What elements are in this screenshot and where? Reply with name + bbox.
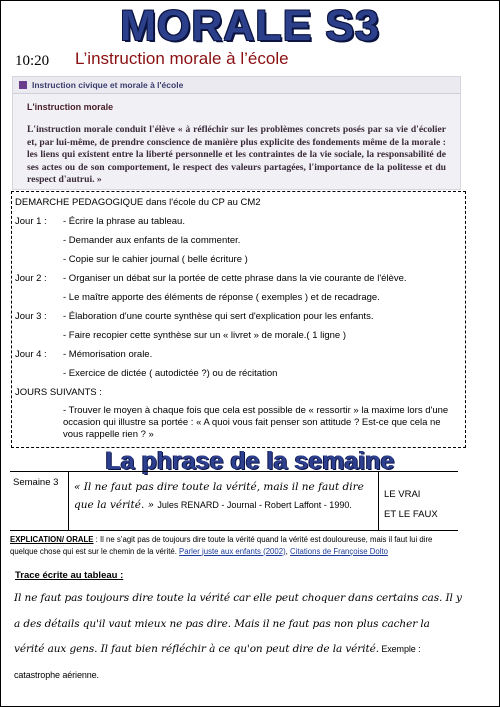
theme-line-2: ET LE FAUX <box>384 509 438 520</box>
link-parler-juste[interactable]: Parler juste aux enfants (2002) <box>179 546 286 556</box>
phrase-of-week-title: La phrase de la semaine <box>105 447 395 475</box>
list-item: - Mémorisation orale. <box>63 349 153 360</box>
section-square-icon <box>19 81 27 89</box>
trace-text <box>14 586 462 688</box>
card-heading: L'instruction morale <box>27 102 114 112</box>
handwritten-trace: Il ne faut pas toujours dire toute la vérité car elle peut choquer dans certains cas. Il y a des détails qu'il vaut mieux ne pas dire. Mais il ne faut pas non plus cacher la vérité aux gens. Il faut bien réfléchir à ce qu'on peut dire de la vérité. <box>14 592 462 655</box>
link-separator: , <box>285 546 291 556</box>
maxim: « Il ne faut pas dire toute la vérité, mais il ne faut dire que la vérité. » <box>74 481 364 511</box>
demarche-title: DEMARCHE PEDAGOGIQUE dans l'école du CP au CM2 <box>15 197 261 208</box>
day-4-label: Jour 4 : <box>15 349 47 360</box>
main-title: MORALE S3 <box>120 2 380 50</box>
list-item: - Faire recopier cette synthèse sur un « livret » de morale.( 1 ligne ) <box>63 330 347 341</box>
quote-source: Jules RENARD - Journal - Robert Laffont - 1990. <box>157 500 352 510</box>
explanation-text: : Il ne s’agit pas de toujours dire toute la vérité quand la vérité est douloureuse, mais il faut lui dire quelque chose qui est sur le chemin de la vérité. <box>10 535 433 556</box>
page-subtitle: L’instruction morale à l’école <box>75 49 289 68</box>
list-item: - Le maître apporte des éléments de réponse ( exemples ) et de recadrage. <box>63 292 380 303</box>
week-label: Semaine 3 <box>13 477 59 488</box>
week-cell <box>10 472 69 530</box>
quote-cell <box>69 472 379 530</box>
list-item: - Copie sur le cahier journal ( belle écriture ) <box>63 254 248 265</box>
card-header <box>13 77 460 94</box>
session-time: 10:20 <box>15 53 50 69</box>
list-item: - Écrire la phrase au tableau. <box>63 216 185 227</box>
explanation-label: EXPLICATION/ ORALE <box>10 535 94 544</box>
list-item: - Élaboration d'une courte synthèse qui sert d'explication pour les enfants. <box>63 311 374 322</box>
list-item: - Demander aux enfants de la commenter. <box>63 235 241 246</box>
instruction-card <box>12 76 461 190</box>
link-citations-dolto[interactable]: Citations de Françoise Dolto <box>290 546 388 556</box>
phrase-table <box>10 471 458 531</box>
following-days-label: JOURS SUIVANTS : <box>15 387 102 398</box>
card-section-title: Instruction civique et morale à l'école <box>32 80 184 90</box>
oral-explanation <box>10 534 460 557</box>
list-item: - Exercice de dictée ( autodictée ?) ou de récitation <box>63 368 278 379</box>
trace-example: Exemple : catastrophe aérienne. <box>14 644 421 680</box>
list-item: - Trouver le moyen à chaque fois que cela est possible de « ressortir » la maxime lors d'une occasion qui illustre sa portée : « A quoi vous fait penser son attitude ? Est-ce que cela ne vous rappelle rien ? » <box>63 405 449 440</box>
card-body-text: L'instruction morale conduit l'élève « à réfléchir sur les problèmes concrets posés par sa vie d'écolier et, par lui-même, de prendre conscience de manière plus explicite des fondements même de la morale : les liens qui existent entre la liberté personnelle et les contraintes de la vie sociale, la responsabilité de ses actes ou de son comportement, le respect des valeurs partagées, l'importance de la politesse et du respect d'autrui. » <box>27 124 446 186</box>
list-item: - Organiser un débat sur la portée de cette phrase dans la vie courante de l'élève. <box>63 273 407 284</box>
day-1-label: Jour 1 : <box>15 216 47 227</box>
day-2-label: Jour 2 : <box>15 273 47 284</box>
demarche-box <box>11 191 466 448</box>
day-3-label: Jour 3 : <box>15 311 47 322</box>
theme-line-1: LE VRAI <box>384 489 421 500</box>
quote-text <box>74 478 374 514</box>
trace-label: Trace écrite au tableau : <box>15 570 124 581</box>
